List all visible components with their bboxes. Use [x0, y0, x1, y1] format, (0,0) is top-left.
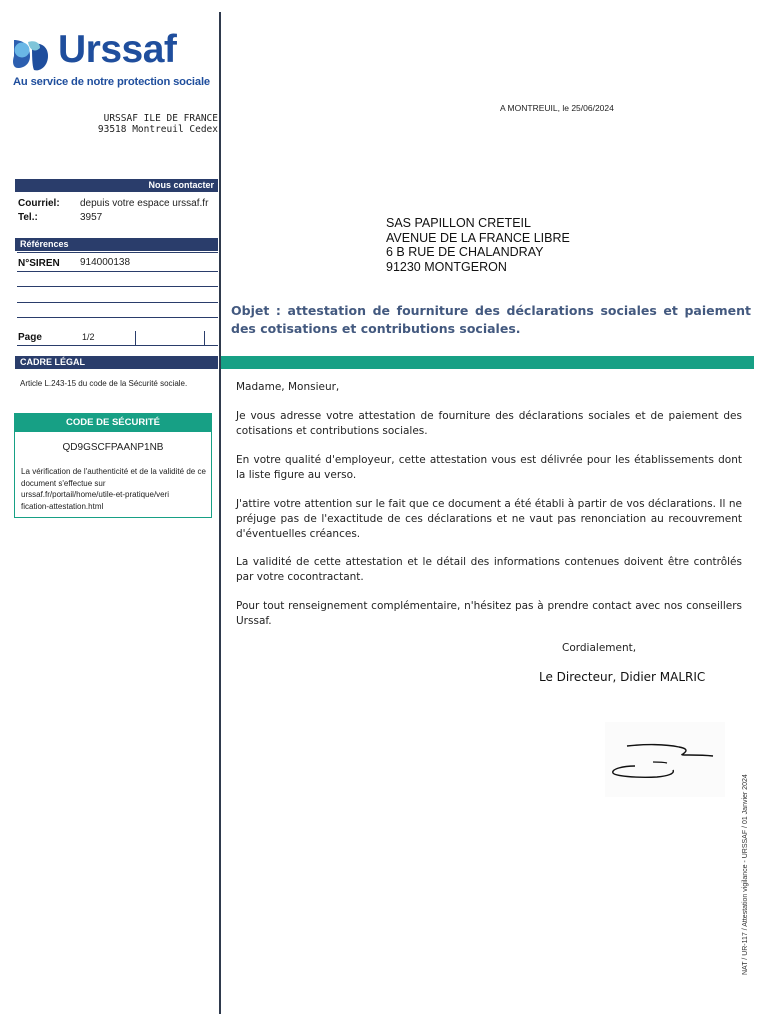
phone-value: 3957: [80, 212, 103, 223]
recipient-line: 6 B RUE DE CHALANDRAY: [386, 245, 544, 259]
legal-header: CADRE LÉGAL: [15, 356, 218, 369]
logo-wordmark: Urssaf: [58, 28, 177, 71]
siren-value: 914000138: [80, 257, 131, 268]
form-rule: [17, 317, 218, 318]
paragraph-3: J'attire votre attention sur le fait que ce document a été établi à partir de vos déclarations. Il ne préjuge pas de l'exactitude de ces déclarations et ne vaut pas renonciation au recouvrement d'éventuelles créances.: [236, 498, 742, 540]
section-divider-bar: [221, 356, 754, 369]
security-code: QD9GSCFPAANP1NB: [62, 442, 164, 453]
security-header: CODE DE SÉCURITÉ: [15, 414, 211, 432]
paragraph-2: En votre qualité d'employeur, cette attestation vous est délivrée pour les établissements dont la liste figure au verso.: [236, 454, 742, 481]
page-label: Page: [18, 332, 42, 343]
references-header: Références: [15, 238, 218, 251]
vertical-reference: NAT / UR-117 / Attestation vigilance - URSSAF / 01 Janvier 2024: [742, 774, 749, 975]
sender-city: 93518 Montreuil Cedex: [97, 124, 218, 135]
paragraph-4: La validité de cette attestation et le détail des informations contenues doivent être contrôlés par votre cocontractant.: [236, 556, 742, 583]
salutation: Madame, Monsieur,: [236, 381, 340, 393]
page-value: 1/2: [82, 332, 95, 342]
recipient-line: SAS PAPILLON CRETEIL: [386, 216, 531, 230]
page-rule: [17, 345, 218, 346]
contact-header: Nous contacter: [15, 179, 218, 192]
sender-name: URSSAF ILE DE FRANCE: [103, 113, 218, 124]
handwritten-signature: [605, 722, 725, 801]
urssaf-logo-icon: [12, 34, 50, 78]
letter-subject: Objet : attestation de fourniture des déclarations sociales et paiement des cotisations et contributions sociales.: [231, 303, 751, 336]
form-rule: [17, 271, 218, 272]
logo-tagline: Au service de notre protection sociale: [13, 76, 210, 88]
phone-label: Tel.:: [18, 212, 38, 223]
paragraph-5: Pour tout renseignement complémentaire, n'hésitez pas à prendre contact avec nos conseillers Urssaf.: [236, 600, 742, 627]
paragraph-1: Je vous adresse votre attestation de fourniture des déclarations sociales et de paiement des cotisations et contributions sociales.: [236, 410, 742, 437]
security-text: La vérification de l'authenticité et de la validité de ce document s'effectue sur: [21, 467, 206, 488]
closing: Cordialement,: [562, 642, 637, 654]
security-url-line1: urssaf.fr/portail/home/utile-et-pratique/veri: [21, 490, 170, 499]
email-value: depuis votre espace urssaf.fr: [80, 198, 209, 209]
email-label: Courriel:: [18, 198, 60, 209]
form-rule: [17, 286, 218, 287]
security-url-line2: fication-attestation.html: [21, 502, 104, 511]
form-rule: [17, 302, 218, 303]
recipient-line: 91230 MONTGERON: [386, 259, 507, 274]
recipient-address: [386, 216, 570, 274]
vertical-divider: [219, 12, 221, 1014]
siren-label: N°SIREN: [18, 258, 60, 269]
legal-text: Article L.243-15 du code de la Sécurité sociale.: [20, 379, 188, 388]
page-cell-divider: [204, 331, 205, 345]
references-rule: [17, 252, 218, 253]
page-cell-divider: [135, 331, 136, 345]
recipient-line: AVENUE DE LA FRANCE LIBRE: [386, 230, 570, 245]
signatory: Le Directeur, Didier MALRIC: [539, 670, 706, 684]
date-line: A MONTREUIL, le 25/06/2024: [500, 103, 614, 113]
